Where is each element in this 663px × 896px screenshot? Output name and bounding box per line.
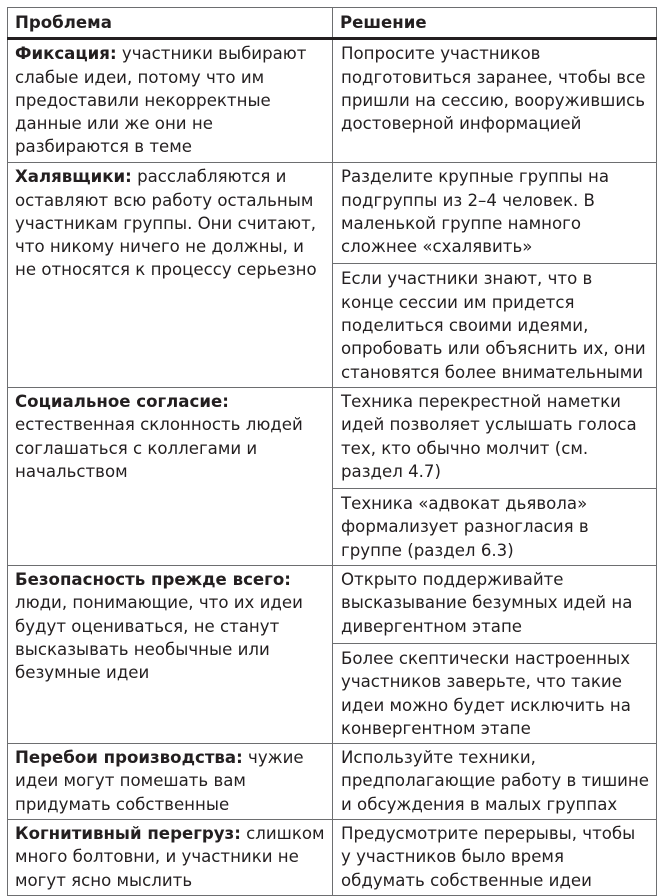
problem-cell	[8, 39, 333, 163]
problem-cell	[8, 744, 333, 820]
problem-term: Перебои производства:	[15, 748, 243, 768]
solution-text: Техника перекрестной наметки идей позволяет услышать голоса тех, кто обычно молчит (см. раздел 4.7)	[341, 391, 637, 481]
solution-cell	[333, 387, 657, 565]
problem-term: Когнитивный перегруз:	[15, 824, 241, 844]
solution-text: Если участники знают, что в конце сессии им придется поделиться своими идеями, опробовать или объяснить их, они становятся более внимательными	[333, 263, 656, 383]
problem-description: люди, понимающие, что их идеи будут оцениваться, не станут высказывать необычные или безумные идеи	[15, 593, 303, 683]
solution-cell	[333, 820, 657, 896]
problem-cell	[8, 566, 333, 744]
problem-description: расслабляются и оставляют всю работу остальным участникам группы. Они считают, что никому ничего не должны, и не относятся к процессу серьезно	[15, 167, 317, 280]
solution-text: Более скептически настроенных участников заверьте, что такие идеи можно будет исключить на конвергентном этапе	[333, 643, 656, 740]
solution-text: Открыто поддерживайте высказывание безумных идей на дивергентном этапе	[341, 570, 633, 636]
solution-text: Попросите участников подготовиться заранее, чтобы все пришли на сессию, вооружившись достоверной информацией	[341, 44, 646, 134]
header-problem: Проблема	[8, 8, 333, 39]
problem-term: Халявщики:	[15, 167, 132, 187]
header-row	[8, 8, 657, 39]
solution-cell	[333, 566, 657, 744]
solution-text: Техника «адвокат дьявола» формализует разногласия в группе (раздел 6.3)	[333, 488, 656, 562]
table-row	[8, 387, 657, 565]
table-row	[8, 39, 657, 163]
problem-solution-table	[7, 7, 657, 896]
problem-cell	[8, 387, 333, 565]
table-row	[8, 566, 657, 744]
solution-cell	[333, 163, 657, 388]
table-row	[8, 820, 657, 896]
problem-term: Безопасность прежде всего:	[15, 570, 291, 590]
solution-text: Используйте техники, предполагающие работу в тишине и обсуждения в малых группах	[341, 748, 649, 814]
problem-cell	[8, 820, 333, 896]
problem-term: Социальное согласие:	[15, 391, 229, 411]
solution-cell	[333, 39, 657, 163]
problem-description: естественная склонность людей соглашаться с коллегами и начальством	[15, 415, 303, 481]
solution-cell	[333, 744, 657, 820]
table-row	[8, 163, 657, 388]
table-row	[8, 744, 657, 820]
problem-description: участники выбирают слабые идеи, потому что им предоставили некорректные данные или же они не разбираются в теме	[15, 44, 307, 157]
problem-solution-table-wrapper	[7, 7, 656, 896]
problem-description: слишком много болтовни, и участники не могут ясно мыслить	[15, 824, 325, 890]
solution-text: Разделите крупные группы на подгруппы из 2–4 человек. В маленькой группе намного сложнее «схалявить»	[341, 167, 610, 257]
header-solution: Решение	[333, 8, 657, 39]
problem-cell	[8, 163, 333, 388]
solution-text: Предусмотрите перерывы, чтобы у участников было время обдумать собственные идеи	[341, 824, 636, 890]
problem-term: Фиксация:	[15, 44, 117, 64]
problem-description: чужие идеи могут помешать вам придумать собственные	[15, 748, 304, 814]
